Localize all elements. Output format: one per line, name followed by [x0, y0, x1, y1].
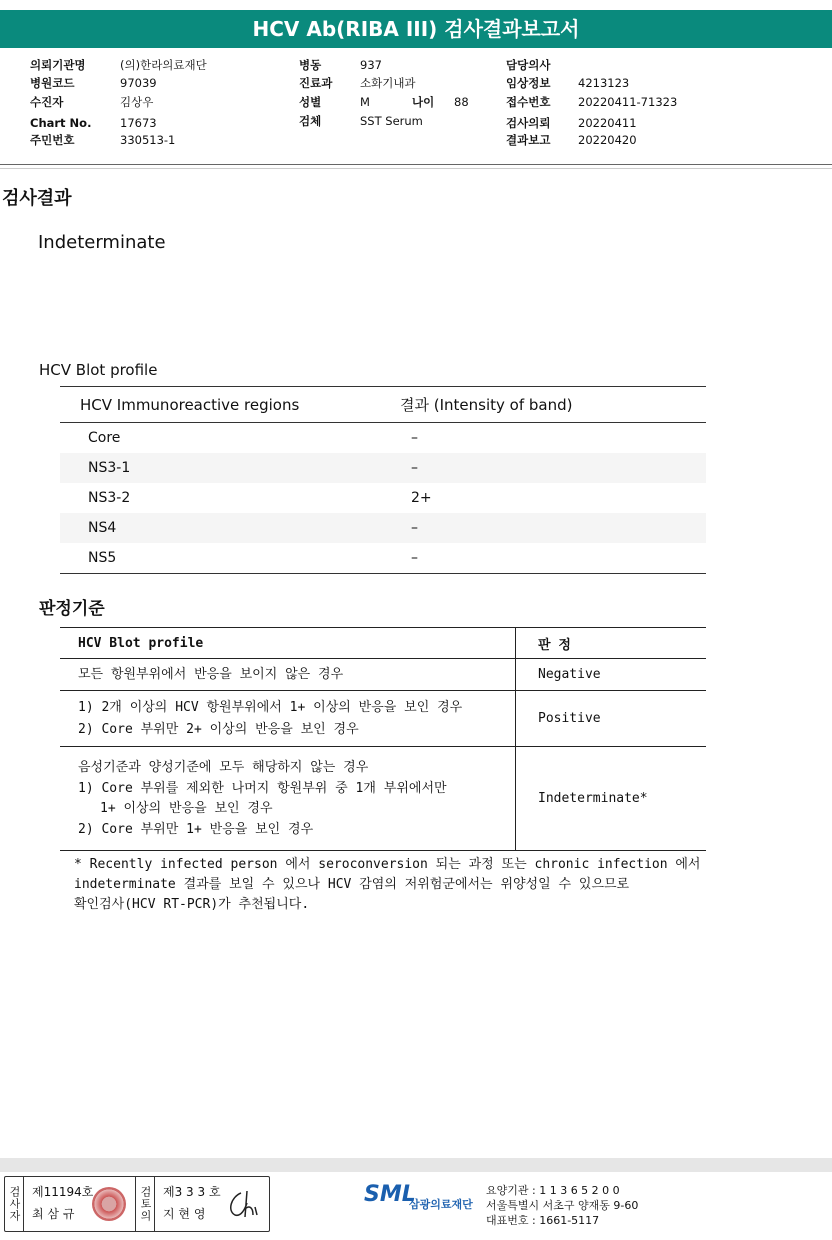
table-row [60, 483, 706, 513]
criteria-judgement: Positive [516, 691, 707, 747]
criteria-line: 1) Core 부위를 제외한 나머지 항원부위 중 1개 부위에서만 [78, 780, 447, 796]
signature-icon [223, 1187, 263, 1223]
footnote-line: * Recently infected person 에서 seroconversion 되는 과정 또는 chronic infection 에서 [74, 857, 701, 872]
criteria-judgement: Negative [516, 659, 707, 691]
criteria-line: 음성기준과 양성기준에 모두 해당하지 않는 경우 [78, 759, 369, 775]
info-value: 20220420 [578, 133, 637, 147]
info-value: M [360, 95, 370, 109]
footer-band [0, 1158, 832, 1172]
footnote-line: indeterminate 결과를 보일 수 있으나 HCV 감염의 저위험군에서는 위양성일 수 있으므로 [74, 877, 630, 892]
reviewer-label [135, 1177, 155, 1231]
info-value: 937 [360, 58, 382, 72]
blot-profile-title: HCV Blot profile [39, 361, 158, 379]
section-result-heading: 검사결과 [2, 188, 72, 209]
info-value: 소화기내과 [360, 76, 416, 90]
criteria-line: 2) Core 부위만 2+ 이상의 반응을 보인 경우 [78, 721, 359, 737]
criteria-line: 1+ 이상의 반응을 보인 경우 [100, 800, 273, 816]
result-cell: – [399, 513, 706, 543]
tester-label [5, 1177, 24, 1231]
result-cell: – [399, 543, 706, 574]
info-key: 성별 [299, 95, 322, 109]
report-title: HCV Ab(RIBA III) 검사결과보고서 [0, 10, 832, 48]
region-cell: NS3-2 [88, 490, 131, 506]
address-line: 요양기관 : 1 1 3 6 5 2 0 0 [486, 1184, 620, 1197]
info-key: 임상정보 [506, 76, 551, 90]
info-key: 병동 [299, 58, 322, 72]
blot-header-region: HCV Immunoreactive regions [60, 387, 399, 423]
region-cell: NS3-1 [60, 453, 399, 483]
header-divider [0, 168, 832, 169]
info-key: 담당의사 [506, 58, 551, 72]
info-value: 330513-1 [120, 133, 176, 147]
footnote [74, 855, 724, 915]
criteria-row-negative [60, 659, 706, 691]
criteria-line: 모든 항원부위에서 반응을 보이지 않은 경우 [78, 666, 344, 682]
criteria-condition [60, 747, 516, 851]
info-value: 김상우 [120, 95, 154, 109]
company-address [486, 1183, 638, 1228]
criteria-header [60, 628, 706, 659]
age-label: 나이 [412, 95, 435, 109]
criteria-judgement: Indeterminate* [516, 747, 707, 851]
blot-header-result: 결과 (Intensity of band) [399, 387, 706, 423]
result-cell: 2+ [411, 490, 432, 506]
reviewer-name: 지 현 영 [163, 1207, 206, 1221]
blot-table [60, 386, 706, 574]
info-value: (의)한라의료재단 [120, 58, 207, 72]
info-value: 17673 [120, 116, 157, 130]
criteria-condition [60, 691, 516, 747]
criteria-condition [60, 659, 516, 691]
address-line: 대표번호 : 1661-5117 [486, 1214, 600, 1227]
info-key: 검사의뢰 [506, 116, 551, 130]
info-key: 검체 [299, 114, 322, 128]
signature-box [4, 1176, 270, 1232]
seal-icon [92, 1187, 126, 1221]
info-value: 20220411-71323 [578, 95, 678, 109]
section-criteria-heading: 판정기준 [39, 599, 105, 619]
tester-label-text: 검사자 [8, 1186, 21, 1222]
table-row [60, 453, 706, 483]
result-value: Indeterminate [38, 232, 166, 253]
result-cell: – [399, 453, 706, 483]
info-value: 4213123 [578, 76, 630, 90]
criteria-header-judgement: 판 정 [516, 628, 707, 659]
info-key: 진료과 [299, 76, 333, 90]
reviewer-label-text: 검토의 [139, 1186, 152, 1222]
info-key: 접수번호 [506, 95, 551, 109]
blot-table-header [60, 387, 706, 423]
result-cell: – [411, 430, 418, 446]
company-logo [364, 1182, 473, 1211]
region-cell: Core [88, 430, 121, 446]
info-key: 결과보고 [506, 133, 551, 147]
logo-org-name: 삼광의료재단 [409, 1198, 473, 1211]
criteria-line: 1) 2개 이상의 HCV 항원부위에서 1+ 이상의 반응을 보인 경우 [78, 699, 463, 715]
footnote-line: 확인검사(HCV RT-PCR)가 추천됩니다. [74, 897, 310, 912]
table-row [60, 513, 706, 543]
criteria-line: 2) Core 부위만 1+ 반응을 보인 경우 [78, 821, 314, 837]
logo-mark: SML [364, 1182, 416, 1207]
info-key: 병원코드 [30, 76, 75, 90]
info-key: 주민번호 [30, 133, 75, 147]
info-key: Chart No. [30, 116, 92, 130]
info-value: SST Serum [360, 114, 423, 128]
criteria-row-positive [60, 691, 706, 747]
address-line: 서울특별시 서초구 양재동 9-60 [486, 1199, 639, 1212]
info-value: 97039 [120, 76, 157, 90]
header-divider [0, 164, 832, 165]
info-key: 수진자 [30, 95, 64, 109]
info-value: 20220411 [578, 116, 637, 130]
table-row [60, 423, 706, 454]
criteria-table [60, 627, 706, 851]
criteria-row-indeterminate [60, 747, 706, 851]
reviewer-no: 제3 3 3 호 [163, 1185, 221, 1199]
age-value: 88 [454, 95, 469, 109]
region-cell: NS4 [60, 513, 399, 543]
region-cell: NS5 [60, 543, 399, 574]
criteria-header-profile: HCV Blot profile [60, 628, 516, 659]
tester-no: 제11194호 [32, 1185, 94, 1199]
info-key: 의뢰기관명 [30, 58, 86, 72]
tester-name: 최 삼 규 [32, 1207, 75, 1221]
table-row [60, 543, 706, 574]
